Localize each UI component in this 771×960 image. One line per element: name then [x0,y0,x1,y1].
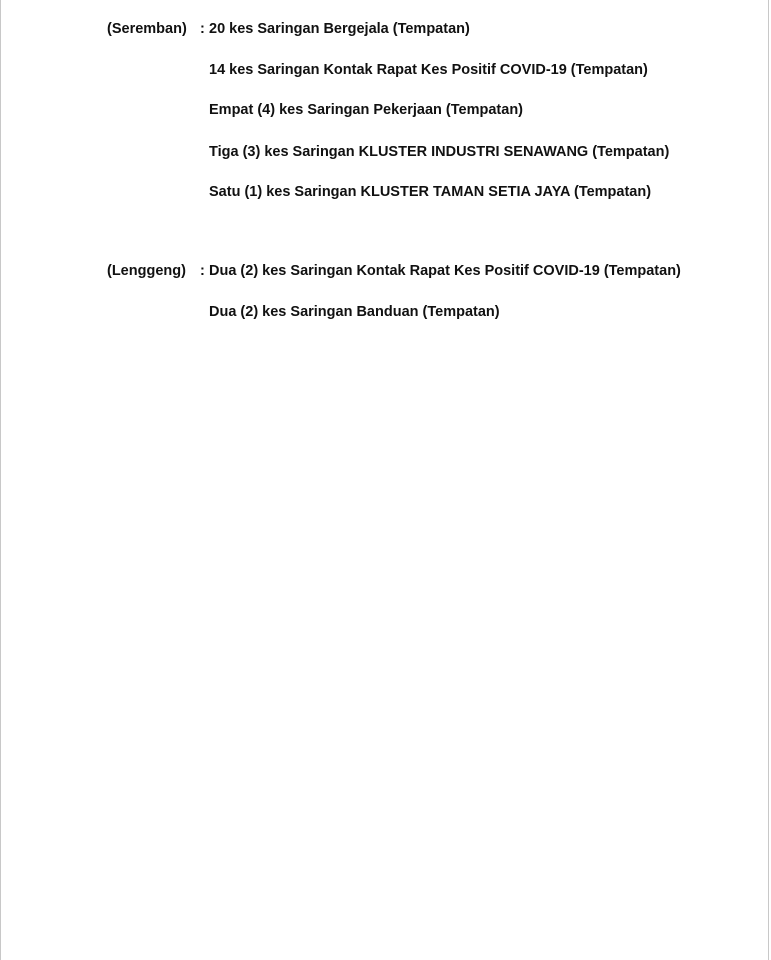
case-entry: Tiga (3) kes Saringan KLUSTER INDUSTRI SENAWANG (Tempatan) [209,144,670,160]
district-label-lenggeng: (Lenggeng) [107,263,186,279]
case-entry: Dua (2) kes Saringan Banduan (Tempatan) [209,304,500,320]
district-separator: : [200,263,205,279]
district-separator: : [200,21,205,37]
district-label-seremban: (Seremban) [107,21,187,37]
case-entry: Satu (1) kes Saringan KLUSTER TAMAN SETIA JAYA (Tempatan) [209,184,652,200]
case-entry: Dua (2) kes Saringan Kontak Rapat Kes Positif COVID-19 (Tempatan) [209,263,681,279]
case-entry: Empat (4) kes Saringan Pekerjaan (Tempatan) [209,102,524,118]
case-entry: 20 kes Saringan Bergejala (Tempatan) [209,21,470,37]
case-entry: 14 kes Saringan Kontak Rapat Kes Positif COVID-19 (Tempatan) [209,62,648,78]
